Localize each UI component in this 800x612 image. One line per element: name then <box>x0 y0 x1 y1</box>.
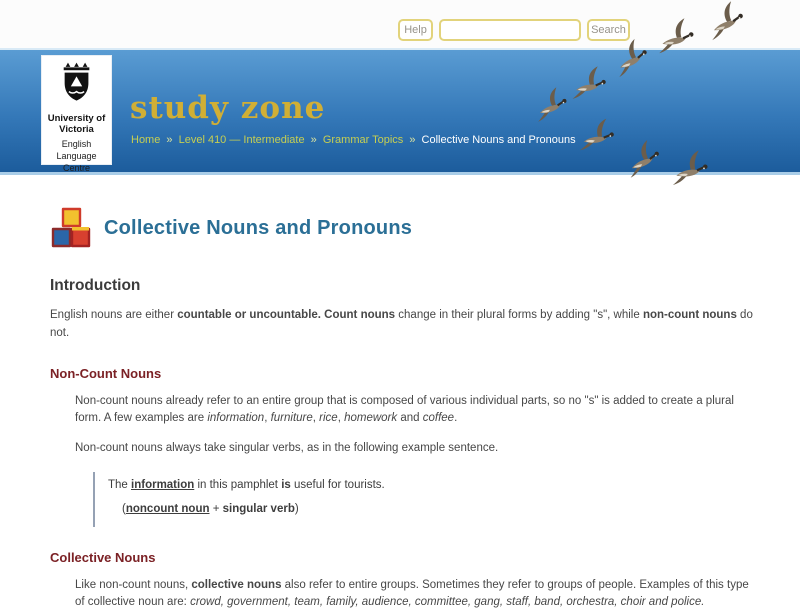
logo-dept-name: English Language Centre <box>56 139 97 173</box>
uvic-logo <box>42 56 111 173</box>
example-sentence-block <box>93 472 755 527</box>
breadcrumb-separator: » <box>166 134 173 146</box>
breadcrumb-separator: » <box>409 134 416 146</box>
site-title: study zone <box>130 90 326 126</box>
introduction-paragraph: English nouns are either countable or uncountable. Count nouns change in their plural forms by adding "s", while non-count nouns do not. <box>50 309 753 339</box>
collective-paragraph: Like non-count nouns, collective nouns also refer to entire groups. Sometimes they refer to groups of people. Examples of this type of collective noun are: crowd, government, team, family, audience, committee, gang, staff, band, orchestra, choir and police. <box>75 578 749 609</box>
noncount-paragraph-2: Non-count nouns always take singular verbs, as in the following example sentence. <box>75 442 499 455</box>
noncount-paragraph-1: Non-count nouns already refer to an entire group that is composed of various individual parts, so no "s" is added to create a plural form. A few examples are information, furniture, rice, homework and coffee. <box>75 394 734 425</box>
search-input[interactable] <box>439 19 581 41</box>
collective-nouns-heading: Collective Nouns <box>50 549 156 565</box>
page-title: Collective Nouns and Pronouns <box>104 216 413 239</box>
example-sentence: The information in this pamphlet is useful for tourists. <box>108 479 385 492</box>
introduction-heading: Introduction <box>50 277 141 294</box>
building-blocks-icon <box>50 206 92 250</box>
help-button[interactable]: Help <box>398 19 433 41</box>
example-pattern: (noncount noun + singular verb) <box>122 503 299 516</box>
site-header <box>0 48 800 175</box>
page-title-row <box>50 206 755 250</box>
breadcrumb-current-page: Collective Nouns and Pronouns <box>421 134 576 146</box>
breadcrumb-separator: » <box>310 134 317 146</box>
logo-org-name: University of Victoria <box>47 113 106 135</box>
breadcrumb-link-grammar-topics[interactable]: Grammar Topics <box>322 134 404 146</box>
search-button[interactable]: Search <box>587 19 630 41</box>
uvic-crest-icon <box>58 61 96 107</box>
breadcrumb-link-level[interactable]: Level 410 — Intermediate <box>178 134 305 146</box>
main-content <box>0 178 800 612</box>
top-bar <box>0 0 800 50</box>
breadcrumb <box>131 134 576 146</box>
breadcrumb-link-home[interactable]: Home <box>131 134 161 146</box>
noncount-nouns-heading: Non-Count Nouns <box>50 365 162 381</box>
